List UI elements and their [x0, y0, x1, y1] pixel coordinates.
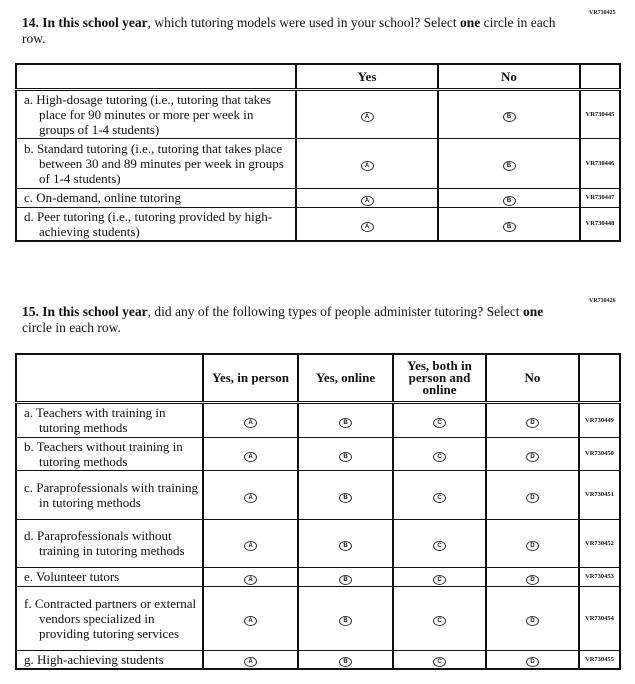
option-cell — [296, 138, 438, 188]
option-cell — [393, 402, 486, 437]
row-label: f. Contracted partners or external vendors specialized in providing tutoring services — [16, 586, 203, 650]
radio-bubble[interactable]: B — [503, 112, 516, 122]
radio-bubble[interactable]: C — [433, 616, 446, 626]
radio-bubble[interactable]: C — [433, 493, 446, 503]
row-label: c. Paraprofessionals with training in tutoring methods — [16, 470, 203, 519]
question-15-text — [22, 304, 562, 336]
radio-bubble[interactable]: B — [503, 161, 516, 171]
radio-bubble[interactable]: C — [433, 657, 446, 667]
option-cell — [393, 586, 486, 650]
radio-bubble[interactable]: C — [433, 575, 446, 585]
variable-code: VR730447 — [580, 188, 620, 207]
table-row — [16, 519, 620, 567]
empty-header — [580, 64, 620, 89]
option-cell — [438, 207, 580, 241]
row-label: d. Paraprofessionals without training in tutoring methods — [16, 519, 203, 567]
radio-bubble[interactable]: B — [503, 196, 516, 206]
variable-code: VR730445 — [580, 89, 620, 138]
variable-code: VR730452 — [579, 519, 620, 567]
radio-bubble[interactable]: D — [526, 575, 539, 585]
option-cell — [486, 402, 579, 437]
table-row — [16, 586, 620, 650]
radio-bubble[interactable]: A — [244, 616, 257, 626]
radio-bubble[interactable]: B — [339, 575, 352, 585]
option-cell — [203, 650, 298, 669]
emphasis: In this school year — [42, 15, 148, 30]
radio-bubble[interactable]: B — [339, 493, 352, 503]
text: circle in each row. — [22, 320, 121, 335]
radio-bubble[interactable]: B — [339, 657, 352, 667]
table-row — [16, 89, 620, 138]
radio-bubble[interactable]: C — [433, 452, 446, 462]
variable-code: VR730451 — [579, 470, 620, 519]
table-row — [16, 138, 620, 188]
table-row — [16, 188, 620, 207]
question-14-text — [22, 15, 562, 47]
radio-bubble[interactable]: A — [244, 657, 257, 667]
radio-bubble[interactable]: B — [339, 541, 352, 551]
column-header: Yes, in person — [203, 354, 298, 402]
radio-bubble[interactable]: D — [526, 452, 539, 462]
radio-bubble[interactable]: B — [339, 418, 352, 428]
option-cell — [438, 138, 580, 188]
row-label: b. Teachers without training in tutoring methods — [16, 437, 203, 470]
radio-bubble[interactable]: D — [526, 418, 539, 428]
radio-bubble[interactable]: C — [433, 418, 446, 428]
question-number: 15. — [22, 304, 39, 319]
radio-bubble[interactable]: B — [339, 616, 352, 626]
column-header: Yes — [296, 64, 438, 89]
option-cell — [298, 650, 393, 669]
radio-bubble[interactable]: A — [244, 493, 257, 503]
option-cell — [393, 567, 486, 586]
variable-code: VR730455 — [579, 650, 620, 669]
emphasis: one — [459, 15, 481, 30]
text: , which tutoring models were used in your school? Select — [147, 15, 460, 30]
radio-bubble[interactable]: B — [339, 452, 352, 462]
radio-bubble[interactable]: A — [244, 452, 257, 462]
question-15-table — [15, 353, 621, 670]
option-cell — [486, 437, 579, 470]
empty-header — [16, 64, 296, 89]
variable-code: VR730454 — [579, 586, 620, 650]
option-cell — [203, 519, 298, 567]
option-cell — [298, 519, 393, 567]
empty-header — [579, 354, 620, 402]
option-cell — [298, 567, 393, 586]
table-row — [16, 470, 620, 519]
option-cell — [486, 567, 579, 586]
option-cell — [393, 650, 486, 669]
radio-bubble[interactable]: A — [361, 196, 374, 206]
variable-code: VR730446 — [580, 138, 620, 188]
row-label: a. Teachers with training in tutoring methods — [16, 402, 203, 437]
radio-bubble[interactable]: D — [526, 541, 539, 551]
option-cell — [486, 650, 579, 669]
option-cell — [203, 586, 298, 650]
option-cell — [298, 437, 393, 470]
option-cell — [393, 519, 486, 567]
option-cell — [298, 402, 393, 437]
option-cell — [486, 586, 579, 650]
radio-bubble[interactable]: B — [503, 222, 516, 232]
row-label: g. High-achieving students — [16, 650, 203, 669]
table-row — [16, 650, 620, 669]
emphasis: one — [522, 304, 544, 319]
variable-code: VR730449 — [579, 402, 620, 437]
row-label: d. Peer tutoring (i.e., tutoring provided by high-achieving students) — [16, 207, 296, 241]
option-cell — [203, 470, 298, 519]
text: , did any of the following types of people administer tutoring? Select — [147, 304, 523, 319]
option-cell — [203, 437, 298, 470]
option-cell — [296, 89, 438, 138]
radio-bubble[interactable]: A — [361, 112, 374, 122]
option-cell — [486, 470, 579, 519]
radio-bubble[interactable]: A — [244, 541, 257, 551]
question-number: 14. — [22, 15, 39, 30]
option-cell — [296, 188, 438, 207]
radio-bubble[interactable]: A — [361, 161, 374, 171]
option-cell — [393, 470, 486, 519]
radio-bubble[interactable]: D — [526, 657, 539, 667]
row-label: a. High-dosage tutoring (i.e., tutoring that takes place for 90 minutes or more per week in groups of 1-4 students) — [16, 89, 296, 138]
radio-bubble[interactable]: D — [526, 493, 539, 503]
row-label: b. Standard tutoring (i.e., tutoring that takes place between 30 and 89 minutes per week in groups of 1-4 students) — [16, 138, 296, 188]
variable-code: VR730450 — [579, 437, 620, 470]
radio-bubble[interactable]: C — [433, 541, 446, 551]
option-cell — [298, 586, 393, 650]
table-row — [16, 207, 620, 241]
radio-bubble[interactable]: D — [526, 616, 539, 626]
column-header: No — [438, 64, 580, 89]
option-cell — [438, 89, 580, 138]
text: circle in each row. — [22, 15, 556, 46]
question-id: VR730426 — [589, 298, 616, 304]
option-cell — [203, 567, 298, 586]
option-cell — [203, 402, 298, 437]
option-cell — [438, 188, 580, 207]
table-row — [16, 402, 620, 437]
variable-code: VR730453 — [579, 567, 620, 586]
question-14-table — [15, 63, 621, 242]
column-header: No — [486, 354, 579, 402]
empty-header — [16, 354, 203, 402]
table-row — [16, 567, 620, 586]
row-label: e. Volunteer tutors — [16, 567, 203, 586]
option-cell — [298, 470, 393, 519]
row-label: c. On-demand, online tutoring — [16, 188, 296, 207]
question-id: VR730425 — [589, 10, 616, 16]
option-cell — [486, 519, 579, 567]
radio-bubble[interactable]: A — [244, 575, 257, 585]
radio-bubble[interactable]: A — [244, 418, 257, 428]
radio-bubble[interactable]: A — [361, 222, 374, 232]
option-cell — [296, 207, 438, 241]
column-header: Yes, online — [298, 354, 393, 402]
variable-code: VR730448 — [580, 207, 620, 241]
emphasis: In this school year — [42, 304, 148, 319]
option-cell — [393, 437, 486, 470]
table-row — [16, 437, 620, 470]
column-header: Yes, both in person and online — [393, 354, 486, 402]
